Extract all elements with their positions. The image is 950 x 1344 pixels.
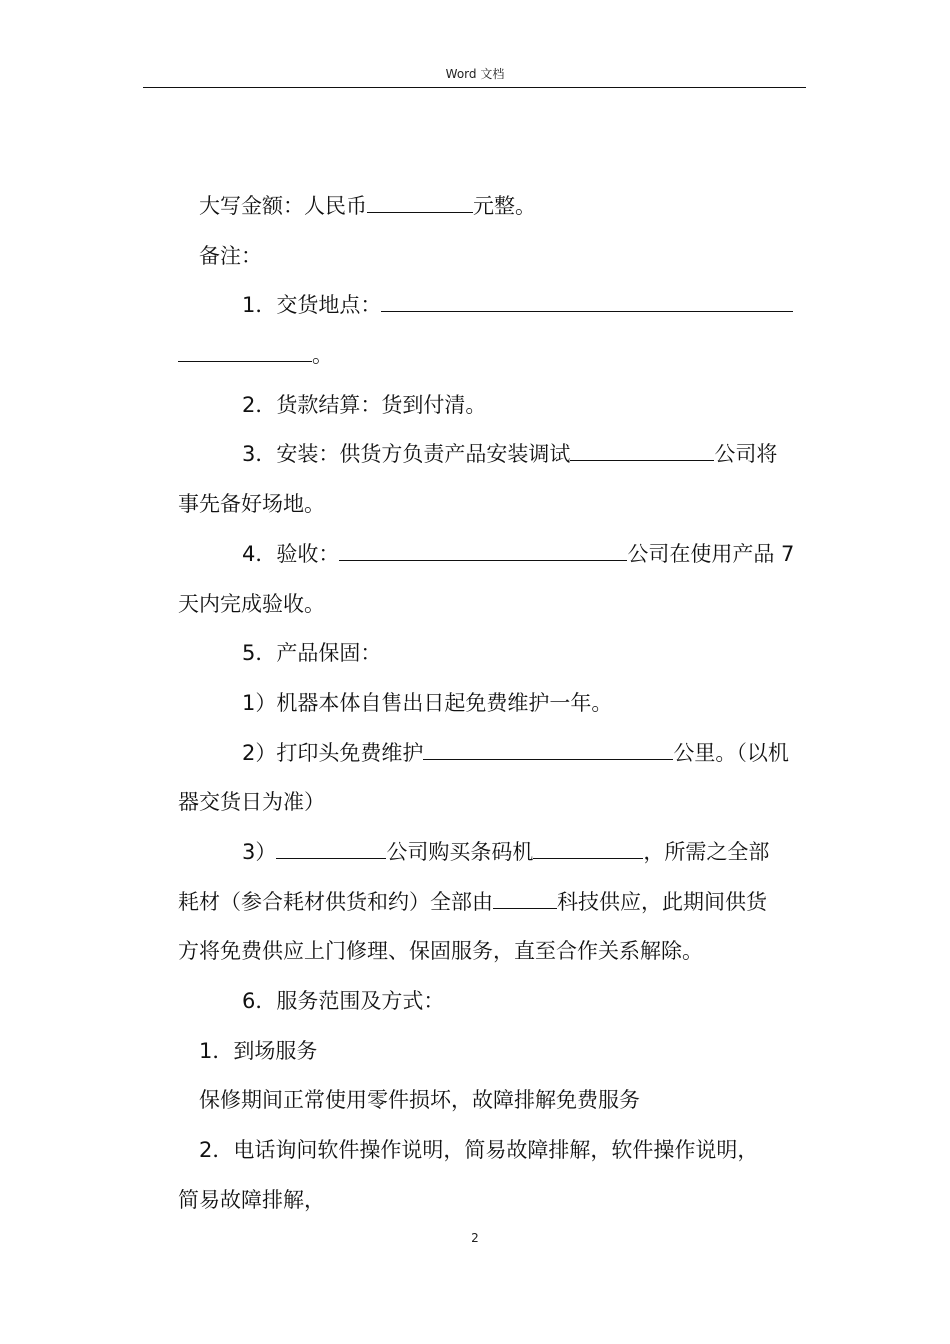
delivery-location-blank-cont (178, 341, 312, 362)
acceptance-line (178, 530, 802, 580)
acceptance-continuation (178, 580, 802, 630)
amount-label: 大写金额：人民币 (199, 194, 367, 218)
warranty-item-3-prefix: 3） (242, 839, 277, 864)
header-divider (143, 87, 806, 88)
page-footer (0, 1230, 950, 1246)
warranty-item-2-continuation (178, 778, 802, 828)
onsite-service-detail-text: 保修期间正常使用零件损坏，故障排解免费服务 (199, 1088, 640, 1113)
delivery-location-blank (381, 291, 793, 312)
warranty-item-1 (178, 679, 802, 729)
warranty-heading (178, 629, 802, 679)
onsite-service-line (178, 1027, 802, 1077)
document-body (178, 182, 802, 1225)
installation-blank (570, 441, 714, 462)
service-scope-label: 6．服务范围及方式： (242, 989, 445, 1013)
page-header (0, 66, 950, 82)
printhead-blank (423, 739, 673, 760)
installation-cont-text: 事先备好场地。 (178, 492, 325, 517)
warranty-item-3 (178, 828, 802, 878)
warranty-item-3-continuation-2 (178, 927, 802, 977)
remarks-label: 备注： (199, 243, 262, 268)
warranty-item-3-middle: 公司购买条码机 (386, 839, 534, 864)
delivery-location-label: 1．交货地点： (242, 293, 382, 318)
acceptance-cont-text: 天内完成验收。 (178, 591, 325, 616)
page-number: 2 (471, 1231, 479, 1245)
installation-line (178, 430, 802, 480)
installation-suffix: 公司将 (714, 442, 778, 467)
installation-continuation (178, 480, 802, 530)
phone-support-continuation (178, 1176, 802, 1226)
acceptance-label: 4．验收： (242, 541, 340, 566)
onsite-service-text: 1．到场服务 (199, 1038, 318, 1063)
warranty-item-2-text: 2）打印头免费维护 (242, 740, 424, 765)
amount-in-words-line (178, 182, 802, 232)
amount-suffix: 元整。 (473, 194, 536, 218)
warranty-item-3-suffix: ，所需之全部 (643, 839, 770, 864)
delivery-location-line (178, 281, 802, 331)
header-title: Word 文档 (445, 67, 505, 81)
supplier-blank (493, 888, 557, 909)
acceptance-blank (339, 540, 627, 561)
phone-support-text: 2．电话询问软件操作说明，简易故障排解，软件操作说明， (199, 1138, 759, 1163)
remarks-heading (178, 232, 802, 282)
onsite-service-detail (178, 1076, 802, 1126)
payment-terms-text: 2．货款结算：货到付清。 (242, 392, 487, 417)
warranty-item-2-cont-text: 器交货日为准） (178, 790, 325, 815)
warranty-item-2 (178, 729, 802, 779)
consumables-text: 耗材（参合耗材供货和约）全部由 (178, 889, 493, 914)
service-scope-heading (178, 977, 802, 1027)
warranty-item-3-continuation-1 (178, 878, 802, 928)
installation-text: 3．安装：供货方负责产品安装调试 (242, 442, 571, 467)
warranty-item-2-suffix: 公里。（以机 (673, 740, 789, 765)
amount-blank (367, 192, 473, 213)
company-blank (276, 838, 386, 859)
acceptance-suffix: 公司在使用产品 7 (627, 541, 795, 566)
consumables-suffix: 科技供应，此期间供货 (557, 889, 767, 914)
delivery-location-end: 。 (312, 343, 333, 368)
payment-terms-line (178, 381, 802, 431)
phone-support-line (178, 1126, 802, 1176)
delivery-location-continuation (178, 331, 802, 381)
barcode-qty-blank (533, 838, 643, 859)
warranty-item-1-text: 1）机器本体自售出日起免费维护一年。 (242, 690, 613, 715)
warranty-label: 5．产品保固： (242, 641, 382, 666)
phone-support-cont-text: 简易故障排解， (178, 1187, 325, 1212)
warranty-item-3-cont-text: 方将免费供应上门修理、保固服务，直至合作关系解除。 (178, 939, 703, 964)
